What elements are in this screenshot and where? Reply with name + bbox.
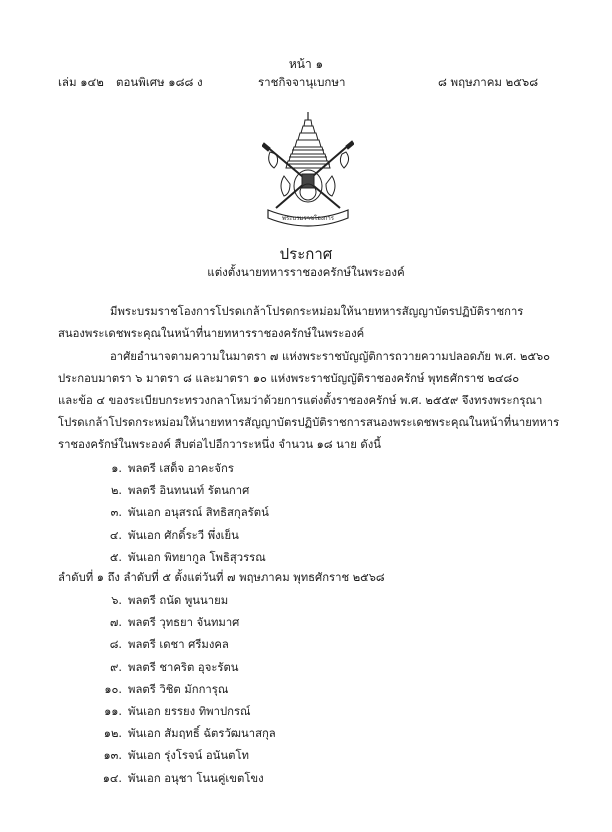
paragraph-1-line-2: สนองพระเดชพระคุณในหน้าที่นายทหารราชองครักษ์ในพระองค์ (58, 327, 365, 340)
item-number: ๑๐. (104, 682, 122, 696)
appointee-list-a (58, 458, 558, 569)
item-name: พันเอก อนุชา โนนคู่เขตโขง (128, 771, 264, 785)
list-item (58, 768, 558, 790)
item-name: พลตรี เสด็จ อาคะจักร (128, 462, 234, 475)
publication-date: ๘ พฤษภาคม ๒๕๖๘ (438, 75, 539, 89)
appointee-list-b (58, 590, 558, 790)
list-item (58, 679, 558, 701)
item-name: พันเอก ศักดิ์ระวี พึ่งเย็น (128, 528, 239, 542)
list-item (58, 547, 558, 569)
royal-emblem-icon (262, 110, 354, 230)
item-name: พันเอก ยรรยง ทิพาปกรณ์ (128, 704, 251, 718)
list-item (58, 723, 558, 745)
item-number: ๑๓. (103, 749, 122, 763)
item-name: พันเอก อนุสรณ์ สิทธิสกุลรัตน์ (128, 506, 269, 520)
volume-label: เล่ม ๑๔๒ (58, 75, 104, 89)
item-number: ๒. (110, 484, 122, 498)
issue-label: ตอนพิเศษ ๑๘๘ ง (116, 75, 203, 89)
list-item (58, 525, 558, 547)
item-name: พลตรี อินทนนท์ รัตนกาศ (128, 484, 250, 498)
item-number: ๑๔. (102, 771, 122, 785)
item-name: พลตรี วิชิต มักการุณ (128, 682, 229, 696)
item-number: ๖. (111, 594, 122, 607)
paragraph-2-line-1: อาศัยอำนาจตามความในมาตรา ๗ แห่งพระราชบัญญัติการถวายความปลอดภัย พ.ศ. ๒๕๖๐ (110, 350, 551, 363)
document-subtitle: แต่งตั้งนายทหารราชองครักษ์ในพระองค์ (207, 265, 405, 279)
paragraph-2-line-5: ราชองครักษ์ในพระองค์ สืบต่อไปอีกวาระหนึ่ง จำนวน ๑๘ นาย ดังนี้ (58, 438, 381, 451)
page-number: หน้า ๑ (288, 57, 324, 71)
paragraph-2-line-4: โปรดเกล้าโปรดกระหม่อมให้นายทหารสัญญาบัตรปฏิบัติราชการสนองพระเดชพระคุณในหน้าที่นายทหาร (58, 416, 560, 429)
emblem-ribbon-text: พระบรมราชโองการ (281, 215, 335, 222)
list-item (58, 458, 558, 480)
list-item (58, 657, 558, 679)
document-title: ประกาศ (279, 245, 333, 263)
paragraph-2-line-2: ประกอบมาตรา ๖ มาตรา ๘ และมาตรา ๑๐ แห่งพระราชบัญญัติราชองครักษ์ พุทธศักราช ๒๔๘๐ (58, 372, 520, 385)
list-item (58, 745, 558, 767)
item-number: ๙. (110, 660, 122, 674)
effective-date-note: ลำดับที่ ๑ ถึง ลำดับที่ ๕ ตั้งแต่วันที่ ๗ พฤษภาคม พุทธศักราช ๒๕๖๘ (58, 571, 385, 584)
item-name: พลตรี วุทธยา จันทมาศ (128, 616, 240, 630)
item-number: ๘. (109, 638, 122, 652)
list-item (58, 590, 558, 612)
item-name: พลตรี ชาคริต อุจะรัตน (128, 660, 239, 674)
list-item (58, 502, 558, 524)
list-item (58, 612, 558, 634)
list-item (58, 701, 558, 723)
paragraph-1-line-1: มีพระบรมราชโองการโปรดเกล้าโปรดกระหม่อมให้นายทหารสัญญาบัตรปฏิบัติราชการ (110, 305, 524, 318)
item-name: พันเอก รุ่งโรจน์ อนันตโท (128, 749, 249, 763)
item-number: ๑๒. (103, 727, 122, 741)
paragraph-1 (58, 301, 558, 345)
item-number: ๑๑. (104, 704, 122, 718)
item-number: ๗. (109, 616, 122, 630)
list-item (58, 480, 558, 502)
item-number: ๓. (110, 506, 122, 520)
paragraph-2 (58, 346, 558, 456)
item-name: พลตรี ถนัด พูนนายม (128, 594, 229, 607)
item-number: ๑. (111, 462, 122, 475)
item-number: ๔. (109, 528, 122, 542)
item-name: พลตรี เดชา ศรีมงคล (128, 638, 229, 652)
gazette-name: ราชกิจจานุเบกษา (258, 75, 346, 89)
list-item (58, 634, 558, 656)
item-number: ๕. (109, 550, 122, 564)
paragraph-2-line-3: และข้อ ๔ ของระเบียบกระทรวงกลาโหมว่าด้วยการแต่งตั้งราชองครักษ์ พ.ศ. ๒๕๕๙ จึงทรงพระกรุณา (58, 394, 543, 407)
item-name: พันเอก พิทยากูล โพธิสุวรรณ (128, 550, 266, 564)
item-name: พันเอก สัมฤทธิ์ ฉัตรวัฒนาสกุล (128, 727, 276, 741)
